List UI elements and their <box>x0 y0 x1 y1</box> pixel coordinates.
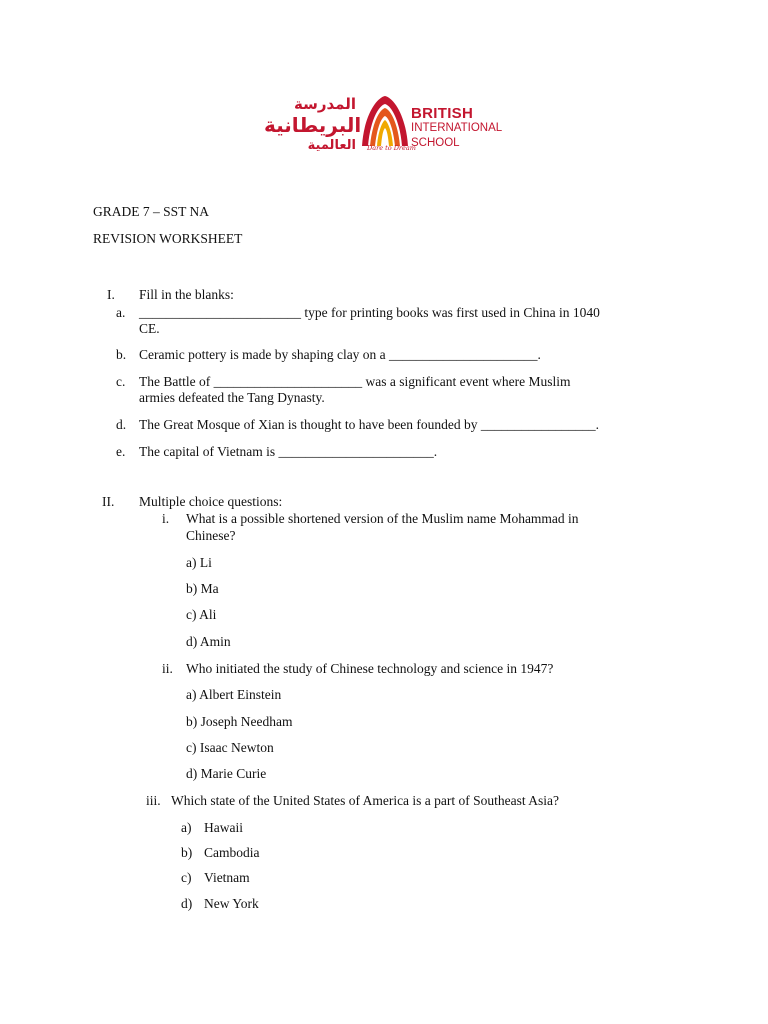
section1-numeral: I. <box>107 287 115 302</box>
question-iii-option-d-letter: d) <box>181 896 193 911</box>
fill-item-e-text: The capital of Vietnam is _______________________. <box>139 444 438 459</box>
logo-arabic-name <box>264 94 362 156</box>
logo-name-line1: BRITISH <box>411 105 474 122</box>
question-i-option-a: a) Li <box>186 555 212 570</box>
question-ii-option-c: c) Isaac Newton <box>186 740 274 755</box>
fill-item-c-text: The Battle of ______________________ was a significant event where Muslim <box>139 374 571 389</box>
fill-item-e-marker: e. <box>116 444 126 459</box>
fill-item-c-text-cont: armies defeated the Tang Dynasty. <box>139 390 325 405</box>
arch-emblem-icon <box>360 92 410 148</box>
question-iii-option-c-text: Vietnam <box>204 870 250 885</box>
logo-name-line2: INTERNATIONAL <box>411 122 503 134</box>
question-iii-option-c-letter: c) <box>181 870 192 885</box>
section2-heading: Multiple choice questions: <box>139 494 283 509</box>
question-i-text-cont: Chinese? <box>186 528 236 543</box>
logo-tagline: Dare to Dream <box>367 144 416 152</box>
section2-numeral: II. <box>102 494 115 509</box>
question-ii-marker: ii. <box>162 661 173 676</box>
logo-arabic-line2: البريطانية <box>264 113 362 137</box>
question-iii-option-d-text: New York <box>204 896 259 911</box>
logo-name-line3: SCHOOL <box>411 137 460 149</box>
fill-item-d-text: The Great Mosque of Xian is thought to have been founded by _________________. <box>139 417 600 432</box>
fill-item-b-text: Ceramic pottery is made by shaping clay on a ______________________. <box>139 347 541 362</box>
question-ii-option-a: a) Albert Einstein <box>186 687 282 702</box>
question-i-option-d: d) Amin <box>186 634 231 649</box>
fill-item-a-text-cont: CE. <box>139 321 160 336</box>
question-i-text: What is a possible shortened version of the Muslim name Mohammad in <box>186 511 579 526</box>
question-iii-option-b-letter: b) <box>181 845 193 860</box>
question-i-option-b: b) Ma <box>186 581 219 596</box>
fill-item-b-marker: b. <box>116 347 127 362</box>
question-iii-option-a-letter: a) <box>181 820 192 835</box>
school-logo <box>264 92 503 160</box>
section1-heading: Fill in the blanks: <box>139 287 234 302</box>
question-i-marker: i. <box>162 511 170 526</box>
fill-item-a-marker: a. <box>116 305 126 320</box>
logo-arabic-line3: العالمية <box>307 138 356 153</box>
question-ii-text: Who initiated the study of Chinese technology and science in 1947? <box>186 661 554 676</box>
logo-arabic-line1: المدرسة <box>294 95 356 113</box>
question-iii-option-b-text: Cambodia <box>204 845 260 860</box>
worksheet-title: REVISION WORKSHEET <box>93 231 243 246</box>
question-i-option-c: c) Ali <box>186 607 217 622</box>
question-iii-option-a-text: Hawaii <box>204 820 243 835</box>
logo-school-name <box>411 106 502 151</box>
grade-label: GRADE 7 – SST NA <box>93 204 210 219</box>
fill-item-c-marker: c. <box>116 374 126 389</box>
question-iii-text: Which state of the United States of America is a part of Southeast Asia? <box>171 793 560 808</box>
question-ii-option-d: d) Marie Curie <box>186 766 267 781</box>
fill-item-a-text: ________________________ type for printing books was first used in China in 1040 <box>139 305 600 320</box>
question-iii-marker: iii. <box>146 793 161 808</box>
fill-item-d-marker: d. <box>116 417 127 432</box>
question-ii-option-b: b) Joseph Needham <box>186 714 293 729</box>
